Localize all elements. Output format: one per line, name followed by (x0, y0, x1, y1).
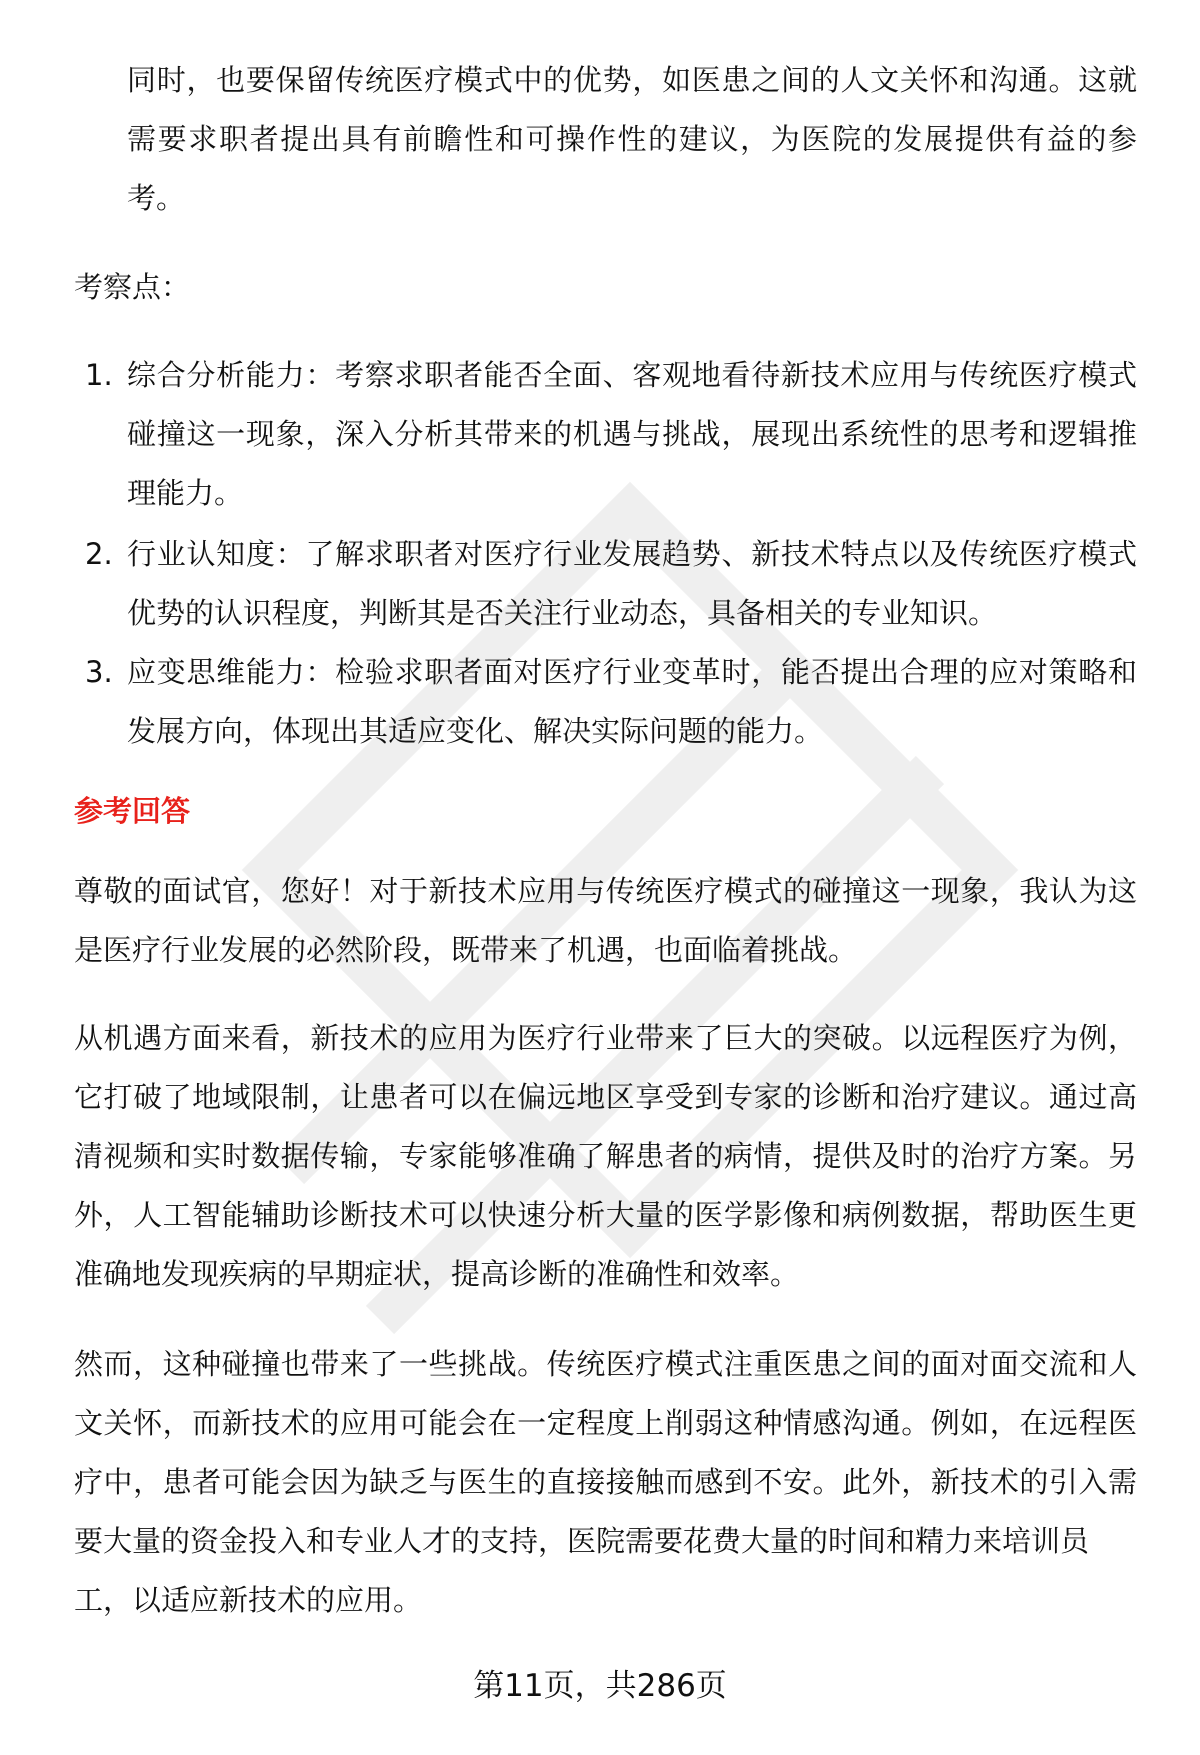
text-line: 理能力。 (127, 476, 244, 510)
list-number: 1. (85, 358, 113, 392)
text-line: 疗中，患者可能会因为缺乏与医生的直接接触而感到不安。此外，新技术的引入需 (74, 1465, 1137, 1499)
intro-tail-paragraph (127, 51, 1137, 228)
point-item-2 (85, 525, 1137, 643)
answer-paragraph-2 (74, 1009, 1137, 1304)
point-item-3 (85, 643, 1137, 761)
text-line: 尊敬的面试官，您好！对于新技术应用与传统医疗模式的碰撞这一现象，我认为这 (74, 874, 1137, 908)
text-line: 是医疗行业发展的必然阶段，既带来了机遇，也面临着挑战。 (74, 933, 858, 967)
text-line: 要大量的资金投入和专业人才的支持，医院需要花费大量的时间和精力来培训员 (74, 1524, 1090, 1558)
text-line: 从机遇方面来看，新技术的应用为医疗行业带来了巨大的突破。以远程医疗为例， (74, 1021, 1137, 1055)
answer-paragraph-1 (74, 862, 1137, 980)
text-line: 它打破了地域限制，让患者可以在偏远地区享受到专家的诊断和治疗建议。通过高 (74, 1080, 1137, 1114)
text-line: 同时，也要保留传统医疗模式中的优势，如医患之间的人文关怀和沟通。这就 (127, 63, 1137, 97)
text-line: 清视频和实时数据传输，专家能够准确了解患者的病情，提供及时的治疗方案。另 (74, 1139, 1137, 1173)
answer-paragraph-3 (74, 1335, 1137, 1630)
text-line: 准确地发现疾病的早期症状，提高诊断的准确性和效率。 (74, 1257, 800, 1291)
text-line: 优势的认识程度，判断其是否关注行业动态，具备相关的专业知识。 (127, 596, 998, 630)
point-item-1 (85, 346, 1137, 523)
text-line: 碰撞这一现象，深入分析其带来的机遇与挑战，展现出系统性的思考和逻辑推 (127, 417, 1137, 451)
text-line: 行业认知度：了解求职者对医疗行业发展趋势、新技术特点以及传统医疗模式 (127, 537, 1137, 571)
page-number-footer: 第11页，共286页 (473, 1668, 727, 1704)
text-line: 综合分析能力：考察求职者能否全面、客观地看待新技术应用与传统医疗模式 (127, 358, 1137, 392)
points-heading: 考察点： (74, 270, 191, 304)
text-line: 发展方向，体现出其适应变化、解决实际问题的能力。 (127, 714, 824, 748)
text-line: 外，人工智能辅助诊断技术可以快速分析大量的医学影像和病例数据，帮助医生更 (74, 1198, 1137, 1232)
text-line: 文关怀，而新技术的应用可能会在一定程度上削弱这种情感沟通。例如，在远程医 (74, 1406, 1137, 1440)
answer-heading: 参考回答 (74, 794, 191, 828)
text-line: 工，以适应新技术的应用。 (74, 1583, 423, 1617)
list-number: 3. (85, 655, 113, 689)
text-line: 需要求职者提出具有前瞻性和可操作性的建议，为医院的发展提供有益的参 (127, 122, 1137, 156)
text-line: 然而，这种碰撞也带来了一些挑战。传统医疗模式注重医患之间的面对面交流和人 (74, 1347, 1137, 1381)
list-number: 2. (85, 537, 113, 571)
text-line: 应变思维能力：检验求职者面对医疗行业变革时，能否提出合理的应对策略和 (127, 655, 1137, 689)
text-line: 考。 (127, 181, 186, 215)
